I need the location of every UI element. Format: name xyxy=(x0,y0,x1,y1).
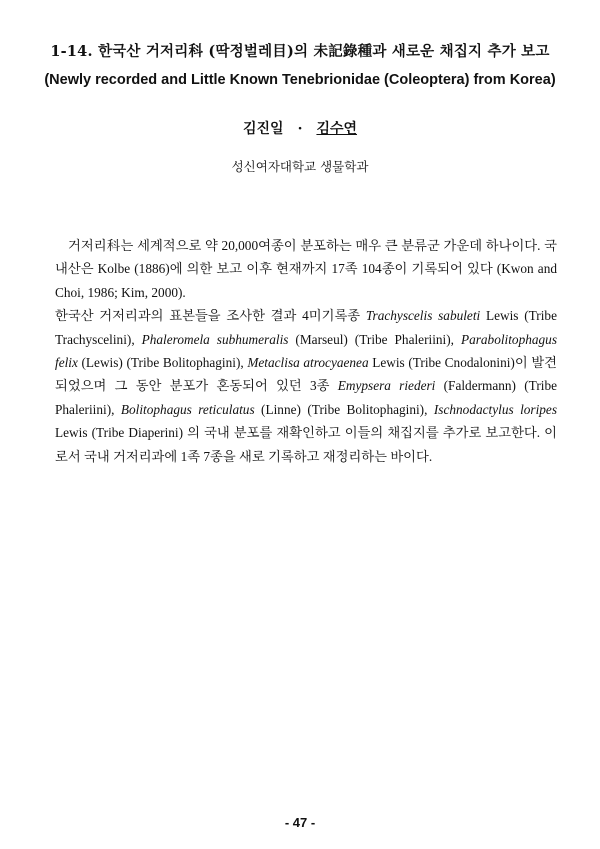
species-name: Ischnodactylus loripes xyxy=(433,401,558,417)
species-name: Parabolitophagus felix xyxy=(55,331,557,371)
abstract-paragraph-1 xyxy=(55,234,557,304)
species-name: Metaclisa atrocyaenea xyxy=(247,355,369,371)
species-name: Emypsera riederi xyxy=(337,378,436,394)
paragraph-text: (Lewis) (Tribe Bolitophagini), xyxy=(77,355,248,371)
presenting-author-name: 김수연 xyxy=(316,121,358,137)
author-name: 김진일 xyxy=(242,121,284,137)
paragraph-text: Lewis (Tribe Cnodalonini)이 발견되었으며 그 동안 분포가 혼동되어 있던 3종 xyxy=(55,355,558,394)
affiliation: 성신여자대학교 생물학과 xyxy=(231,159,369,174)
abstract-body xyxy=(55,234,557,468)
title-english: (Newly recorded and Little Known Tenebrionidae (Coleoptera) from Korea) xyxy=(44,72,556,88)
paragraph-text: 한국산 거저리과의 표본들을 조사한 결과 4미기록종 xyxy=(55,308,366,324)
species-name: Phaleromela subhumeralis xyxy=(141,331,289,347)
paragraph-text: Lewis (Tribe Diaperini) 의 국내 분포를 재확인하고 이들의 채집지를 추가로 보고한다. 이로서 국내 거저리과에 1족 7종을 새로 기록하고 재정리하는 바이다. xyxy=(55,425,557,464)
abstract-paragraph-2 xyxy=(55,304,557,468)
paragraph-text: 거저리科는 세계적으로 약 20,000여종이 분포하는 매우 큰 분류군 가운데 하나이다. 국내산은 Kolbe (1886)에 의한 보고 이후 현재까지 17족 104종이 기록되어 있다 (Kwon and Choi, 1986; Kim, 2000). xyxy=(55,238,557,300)
paragraph-text: Lewis (Tribe Trachyscelini), xyxy=(55,308,557,347)
author-separator: · xyxy=(297,121,303,137)
paragraph-text: (Faldermann) (Tribe Phaleriini), xyxy=(55,378,557,417)
paragraph-text: (Marseul) (Tribe Phaleriini), xyxy=(288,331,461,347)
paragraph-text: (Linne) (Tribe Bolitophagini), xyxy=(254,401,434,417)
species-name: Trachyscelis sabuleti xyxy=(365,308,481,324)
title-korean: 1-14. 한국산 거저리科 (딱정벌레目)의 未記錄種과 새로운 채집지 추가 보고 xyxy=(50,43,550,60)
species-name: Bolitophagus reticulatus xyxy=(120,401,255,417)
author-line xyxy=(0,118,600,138)
page-number: - 47 - xyxy=(284,815,316,830)
